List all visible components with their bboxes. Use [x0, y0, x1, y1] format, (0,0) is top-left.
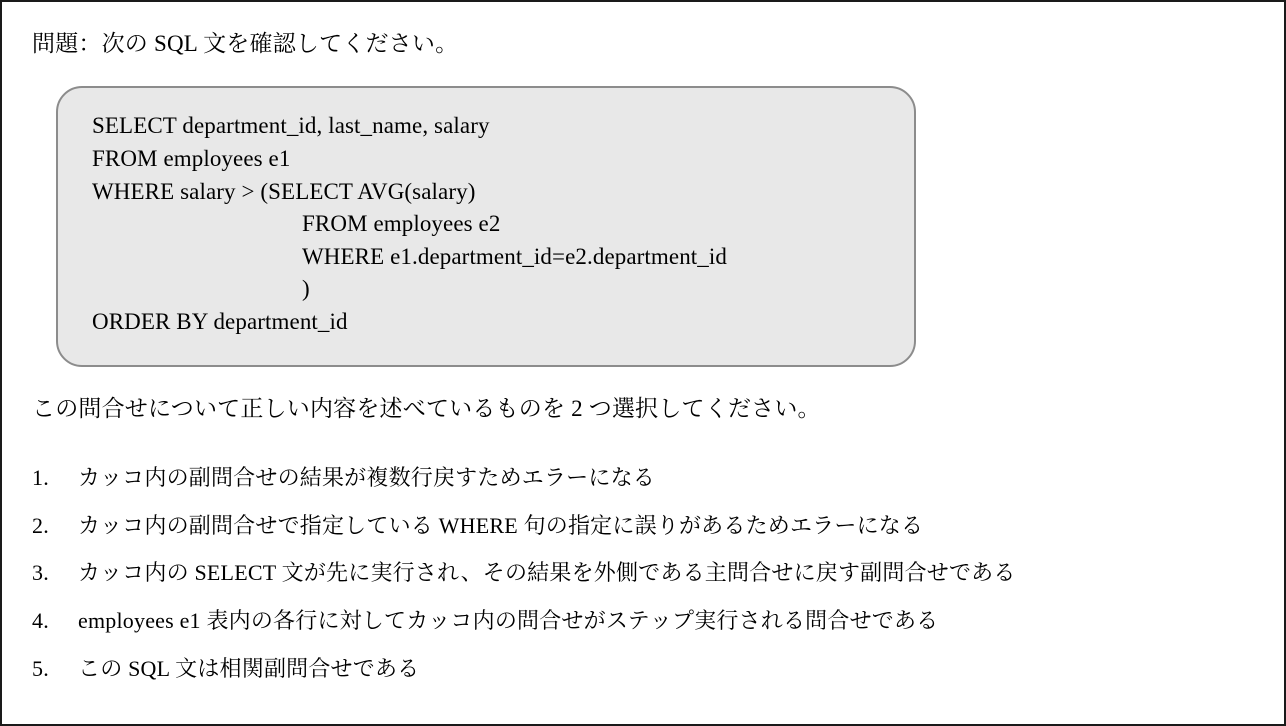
sql-code-block: [56, 86, 916, 367]
choice-list: [32, 463, 1258, 683]
choice-number: 1.: [32, 464, 49, 490]
choice-number: 2.: [32, 512, 49, 538]
choice-label: カッコ内の SELECT 文が先に実行され、その結果を外側である主問合せに戻す副問合せである: [78, 560, 1016, 586]
choice-item-2[interactable]: [32, 511, 1258, 541]
sql-line: [92, 241, 880, 274]
sql-line: SELECT department_id, last_name, salary: [92, 113, 490, 139]
choice-label: カッコ内の副問合せで指定している WHERE 句の指定に誤りがあるためエラーになる: [78, 512, 924, 538]
sql-line-text: WHERE e1.department_id=e2.department_id: [302, 243, 727, 269]
choice-number: 5.: [32, 655, 49, 681]
sql-line: ORDER BY department_id: [92, 309, 348, 335]
sql-line-text: ): [302, 276, 310, 302]
choice-number: 4.: [32, 608, 49, 634]
question-text: この問合せについて正しい内容を述べているものを 2 つ選択してください。: [32, 395, 821, 421]
choice-label: カッコ内の副問合せの結果が複数行戻すためエラーになる: [78, 464, 655, 490]
choice-item-4[interactable]: [32, 606, 1258, 636]
sql-line-text: FROM employees e2: [302, 211, 501, 237]
prompt-text: 問題：次の SQL 文を確認してください。: [32, 31, 459, 56]
sql-line: [92, 273, 880, 306]
choice-item-3[interactable]: [32, 558, 1258, 588]
choice-label: employees e1 表内の各行に対してカッコ内の問合せがステップ実行される問合せである: [78, 608, 939, 634]
sql-line: WHERE salary > (SELECT AVG(salary): [92, 178, 476, 204]
sql-line: [92, 208, 880, 241]
choice-item-5[interactable]: [32, 654, 1258, 684]
choice-label: この SQL 文は相関副問合せである: [78, 655, 420, 681]
choice-number: 3.: [32, 560, 49, 586]
choice-item-1[interactable]: [32, 463, 1258, 493]
sql-line: FROM employees e1: [92, 145, 291, 171]
